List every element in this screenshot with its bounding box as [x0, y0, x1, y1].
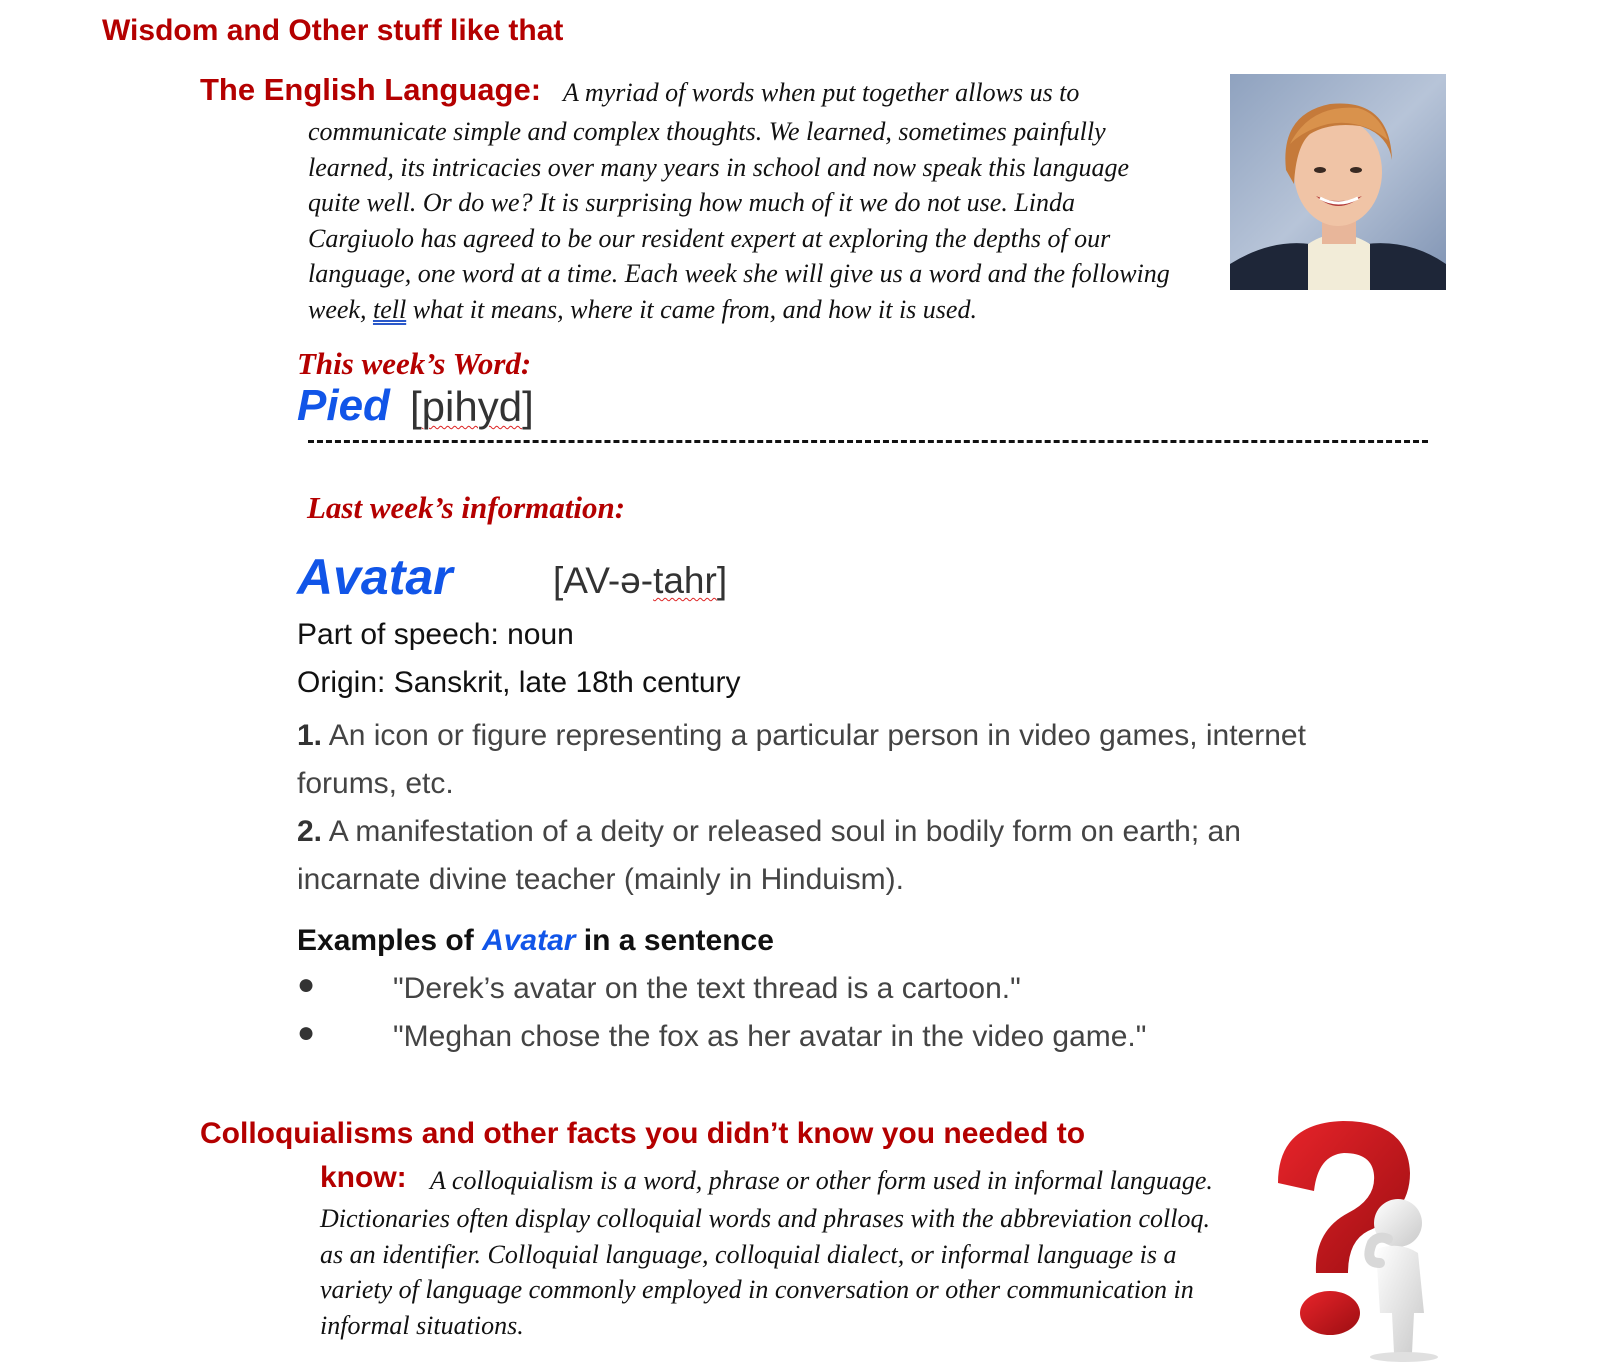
pron-text: pihyd	[421, 383, 523, 430]
examples-post: in a sentence	[575, 924, 774, 957]
intro-line: communicate simple and complex thoughts. We learned, sometimes painfully	[308, 117, 1106, 146]
examples-word: Avatar	[482, 924, 576, 957]
english-intro-paragraph	[308, 114, 1208, 327]
this-week-word: Pied	[297, 381, 390, 430]
colloq-line: variety of language commonly employed in conversation or other communication in	[320, 1275, 1194, 1304]
this-week-pronunciation	[410, 383, 534, 431]
intro-line: quite well. Or do we? It is surprising how much of it we do not use. Linda	[308, 188, 1076, 217]
definition-1-line: forums, etc.	[297, 767, 454, 800]
colloquialisms-paragraph	[320, 1201, 1280, 1343]
colloquialisms-intro-first-line: A colloquialism is a word, phrase or other form used in informal language.	[430, 1166, 1213, 1195]
bullet-icon: ●	[297, 1016, 316, 1049]
part-of-speech: Part of speech: noun	[297, 618, 574, 651]
intro-line: learned, its intricacies over many years in school and now speak this language	[308, 152, 1130, 182]
example-text: "Derek’s avatar on the text thread is a cartoon."	[393, 972, 1021, 1005]
definition-number: 2.	[297, 815, 323, 848]
definitions	[297, 712, 1427, 904]
pron-pre: [AV-ə-	[553, 560, 654, 601]
portrait-photo	[1230, 74, 1446, 290]
page-heading: Wisdom and Other stuff like that	[102, 14, 564, 47]
definition-text: An icon or figure representing a particular person in video games, internet	[322, 719, 1306, 752]
word-origin: Origin: Sanskrit, late 18th century	[297, 666, 741, 699]
pron-close: ]	[522, 383, 534, 430]
definition-2-line	[297, 808, 1427, 856]
question-mark-figure-icon	[1268, 1113, 1458, 1363]
colloquialisms-title-cont: know:	[320, 1161, 407, 1194]
last-week-label: Last week’s information:	[307, 490, 626, 525]
pron-open: [	[410, 383, 422, 430]
colloq-line: as an identifier. Colloquial language, colloquial dialect, or informal language is a	[320, 1239, 1177, 1269]
definition-text: A manifestation of a deity or released soul in bodily form on earth; an	[322, 815, 1241, 848]
intro-line: language, one word at a time. Each week she will give us a word and the following	[308, 259, 1170, 288]
intro-last-post: what it means, where it came from, and how it is used.	[406, 294, 977, 324]
definition-1-line	[297, 712, 1427, 760]
last-week-word: Avatar	[297, 549, 453, 605]
intro-line: Cargiuolo has agreed to be our resident expert at exploring the depths of our	[308, 223, 1111, 253]
examples-heading	[297, 924, 774, 958]
colloquialisms-title: Colloquialisms and other facts you didn’t know you needed to	[200, 1117, 1086, 1150]
example-text: "Meghan chose the fox as her avatar in the video game."	[393, 1020, 1147, 1053]
colloq-line: Dictionaries often display colloquial words and phrases with the abbreviation colloq.	[320, 1204, 1210, 1233]
pron-text: tahr	[653, 560, 717, 601]
this-week-label: This week’s Word:	[297, 346, 532, 381]
english-intro-first-line: A myriad of words when put together allows us to	[563, 78, 1080, 107]
definition-number: 1.	[297, 719, 323, 752]
last-week-pronunciation	[553, 560, 727, 602]
intro-last-pre: week,	[308, 294, 373, 324]
colloq-line: informal situations.	[320, 1310, 524, 1340]
english-language-title: The English Language:	[200, 72, 542, 107]
pron-close: ]	[716, 560, 728, 601]
definition-2-line: incarnate divine teacher (mainly in Hinduism).	[297, 863, 904, 896]
bullet-icon: ●	[297, 968, 316, 1001]
section-divider	[308, 440, 1428, 443]
tell-link[interactable]: tell	[372, 294, 407, 324]
intro-last-line	[308, 292, 1208, 328]
examples-pre: Examples of	[297, 924, 483, 957]
